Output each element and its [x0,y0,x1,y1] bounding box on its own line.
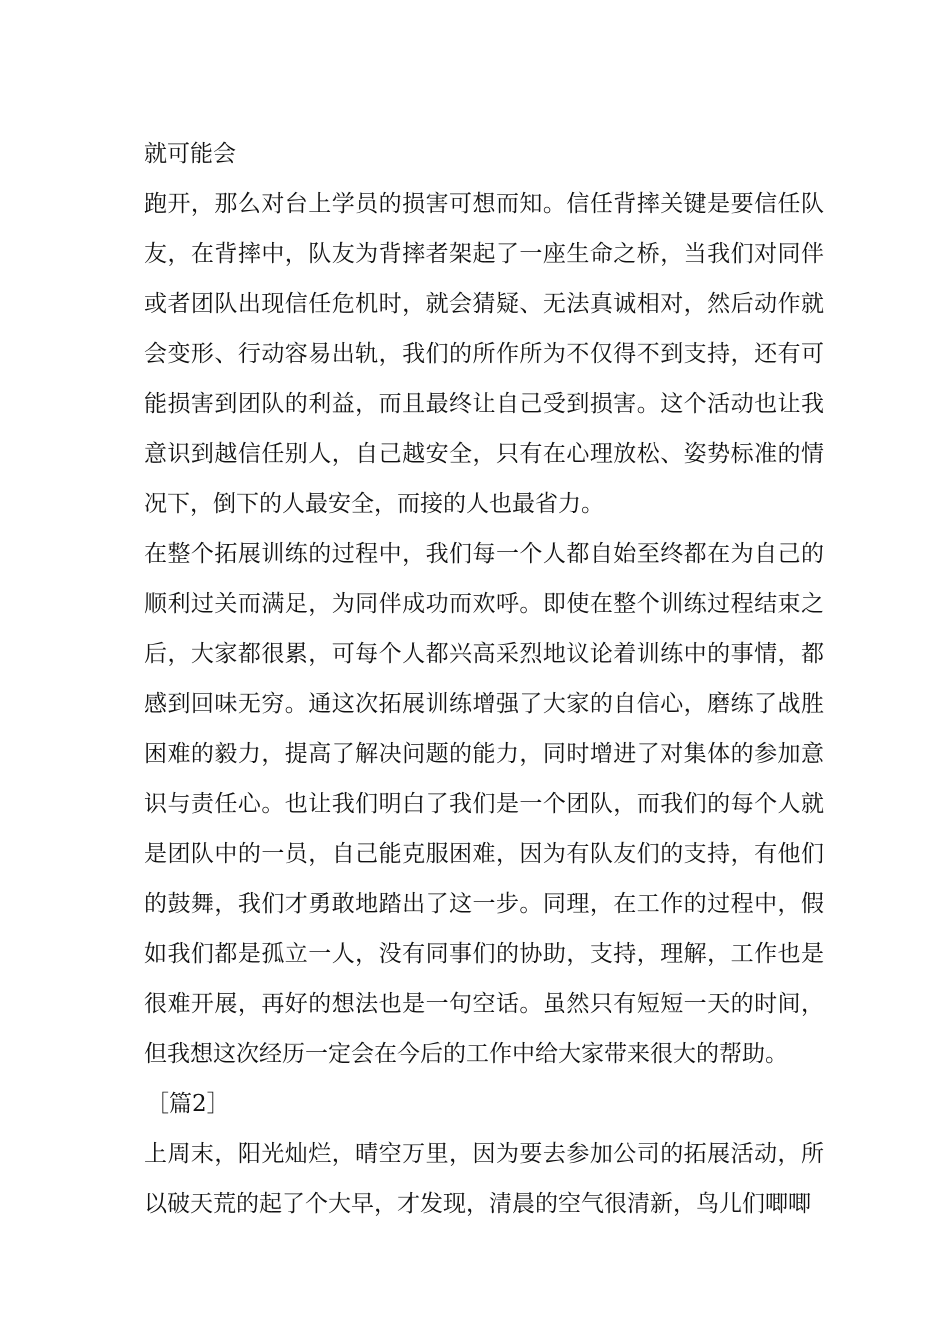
paragraph-trust-fall: 跑开，那么对台上学员的损害可想而知。信任背摔关键是要信任队友，在背摔中，队友为背摔者架起了一座生命之桥，当我们对同伴或者团队出现信任危机时，就会猜疑、无法真诚相对，然后动作就会变形、行动容易出轨，我们的所作所为不仅得不到支持，还有可能损害到团队的利益，而且最终让自己受到损害。这个活动也让我意识到越信任别人，自己越安全，只有在心理放松、姿势标准的情况下，倒下的人最安全，而接的人也最省力。 [144,191,824,517]
paragraph-continuation: 就可能会 [144,141,236,167]
paragraph-weekend-intro: 上周末，阳光灿烂，晴空万里，因为要去参加公司的拓展活动，所以破天荒的起了个大早，才发现，清晨的空气很清新，鸟儿们唧唧 [144,1141,824,1217]
section-marker: ［篇2］ [146,1091,230,1117]
paragraph-training-summary: 在整个拓展训练的过程中，我们每一个人都自始至终都在为自己的顺利过关而满足，为同伴成功而欢呼。即使在整个训练过程结束之后，大家都很累，可每个人都兴高采烈地议论着训练中的事情，都感到回味无穷。通这次拓展训练增强了大家的自信心，磨练了战胜困难的毅力，提高了解决问题的能力，同时增进了对集体的参加意识与责任心。也让我们明白了我们是一个团队，而我们的每个人就是团队中的一员，自己能克服困难，因为有队友们的支持，有他们的鼓舞，我们才勇敢地踏出了这一步。同理，在工作的过程中，假如我们都是孤立一人，没有同事们的协助，支持，理解，工作也是很难开展，再好的想法也是一句空话。虽然只有短短一天的时间，但我想这次经历一定会在今后的工作中给大家带来很大的帮助。 [144,541,824,1067]
document-body [144,129,824,1229]
